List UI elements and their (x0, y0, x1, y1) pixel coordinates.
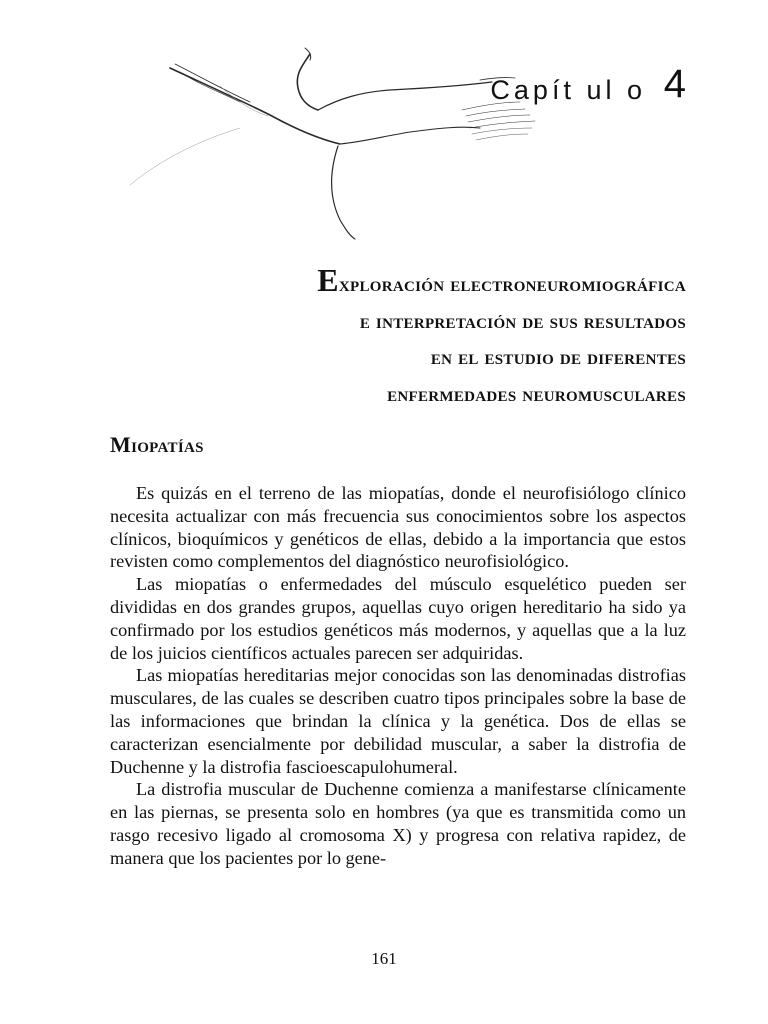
title-line: Exploración electroneuromiográfica (317, 262, 686, 298)
title-line: e interpretación de sus resultados (359, 307, 686, 333)
body-text (110, 482, 686, 870)
chapter-title (86, 262, 686, 412)
paragraph: Las miopatías hereditarias mejor conocidas son las denominadas distrofias musculares, de las cuales se describen cuatro tipos principales sobre la base de las informaciones que brindan la clínica y la genética. Dos de ellas se caracterizan esencialmente por debilidad muscular, a saber la distrofia de Duchenne y la distrofia fascioescapulohumeral. (110, 665, 686, 777)
title-line: enfermedades neuromusculares (387, 380, 686, 406)
section-heading: Miopatías (110, 432, 204, 457)
paragraph: Es quizás en el terreno de las miopatías, donde el neurofisiólogo clínico necesita actualizar con más frecuencia sus conocimientos sobre los aspectos clínicos, bioquímicos y genéticos de ellas, debido a la importancia que estos revisten como complementos del diagnóstico neurofisiológico. (110, 483, 686, 572)
title-line: en el estudio de diferentes (430, 344, 686, 369)
anatomical-sketch-illustration (100, 30, 560, 240)
chapter-label: Capít ul o (490, 75, 646, 105)
paragraph: La distrofia muscular de Duchenne comienza a manifestarse clínicamente en las piernas, se presenta solo en hombres (ya que es transmitida como un rasgo recesivo ligado al cromosoma X) y progresa con relativa rapidez, de manera que los pacientes por lo gene- (110, 779, 686, 868)
paragraph: Las miopatías o enfermedades del músculo esquelético pueden ser divididas en dos grandes grupos, aquellas cuyo origen hereditario ha sido ya confirmado por los estudios genéticos más modernos, y aquellas que a la luz de los juicios científicos actuales parecen ser adquiridas. (110, 574, 686, 663)
page-number: 161 (371, 949, 397, 968)
chapter-number: 4 (663, 62, 686, 106)
